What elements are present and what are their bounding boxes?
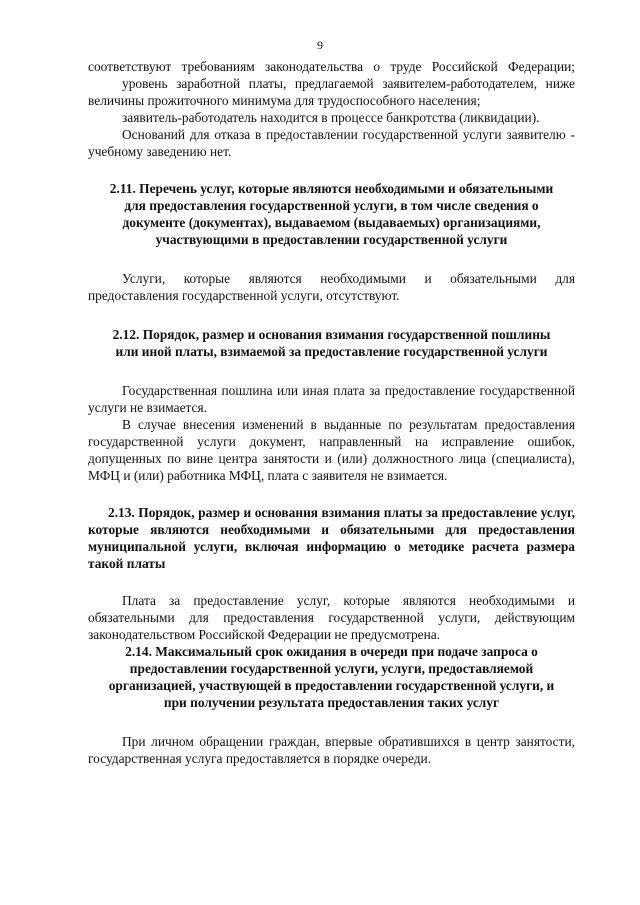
paragraph-salary-level: уровень заработной платы, предлагаемой заявителем-работодателем, ниже величины прожиточного минимума для трудоспособного населения; (88, 76, 575, 108)
heading-2-12: 2.12. Порядок, размер и основания взимания государственной пошлины или иной платы, взимаемой за предоставление государственной услуги (112, 327, 551, 359)
paragraph-fee-not-provided: Плата за предоставление услуг, которые являются необходимыми и обязательными для предоставления государственной услуги, действующим законодательством Российской Федерации не предусмотрена. (88, 593, 575, 642)
paragraph-corrections-free: В случае внесения изменений в выданные по результатам предоставления государственной услуги документ, направленный на исправление ошибок, допущенных по вине центра занятости и (или) должностного лица (специалиста), МФЦ и (или) работника МФЦ, плата с заявителя не взимается. (88, 417, 575, 483)
page-number: 9 (317, 38, 323, 52)
paragraph-services-absent: Услуги, которые являются необходимыми и обязательными для предоставления государственной услуги, отсутствуют. (88, 271, 575, 303)
paragraph-labor-law: соответствуют требованиям законодательства о труде Российской Федерации; (88, 59, 575, 74)
paragraph-no-refusal-grounds: Оснований для отказа в предоставлении государственной услуги заявителю - учебному заведению нет. (88, 127, 575, 159)
paragraph-no-fee: Государственная пошлина или иная плата за предоставление государственной услуги не взимается. (88, 383, 575, 415)
heading-2-14: 2.14. Максимальный срок ожидания в очереди при подаче запроса о предоставлении государственной услуги, услуги, предоставляемой организацией, участвующей в предоставлении государственной услуги, и при получении результата предоставления таких услуг (108, 644, 555, 710)
paragraph-bankruptcy: заявитель-работодатель находится в процессе банкротства (ликвидации). (122, 110, 540, 125)
heading-2-13: 2.13. Порядок, размер и основания взимания платы за предоставление услуг, которые являются необходимыми и обязательными для предоставления муниципальной услуги, включая информацию о методике расчета размера такой платы (88, 505, 575, 571)
heading-2-11: 2.11. Перечень услуг, которые являются необходимыми и обязательными для предоставления государственной услуги, в том числе сведения о документе (документах), выдаваемом (выдаваемых) организациями, участвующими в предоставлении государственной услуги (109, 181, 554, 247)
paragraph-queue-order: При личном обращении граждан, впервые обратившихся в центр занятости, государственная услуга предоставляется в порядке очереди. (88, 734, 575, 766)
page-content (88, 58, 575, 767)
